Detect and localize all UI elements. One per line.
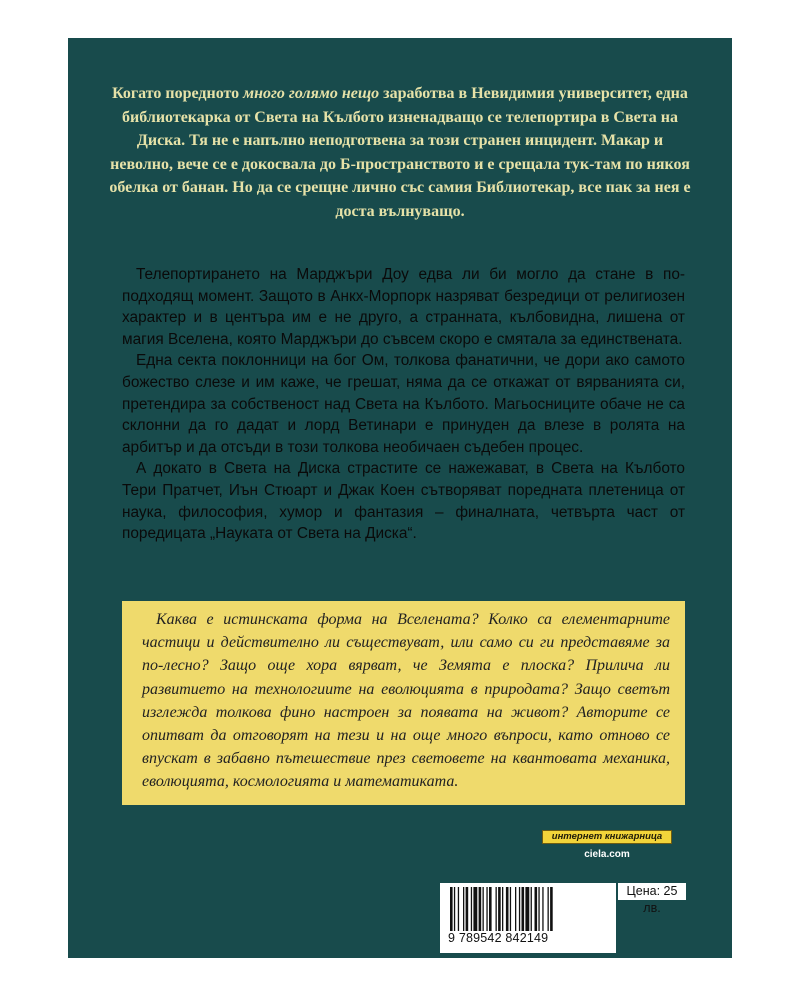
barcode-bars [448,887,608,931]
bookstore-url: ciela.com [584,849,630,860]
price-label: Цена: 25 лв. [618,883,686,900]
isbn-number: 9 789542 842149 [448,931,549,945]
questions-text: Каква е истинската форма на Вселената? Колко са елементарните частици и действително ли съществуват, или само си ги представяме за по-лесно? Защо още хора вярват, че Земята е плоска? Прилича ли развитието на технологиите на еволюцията в природата? Защо светът изглежда толкова фино настроен за появата на живот? Авторите се опитват да отговорят на тези и на още много въпроси, като отново се впускат в забавно пътешествие през световете на квантовата механика, еволюцията, космологията и математиката. [142,611,670,791]
intro-italic-phrase: много голямо нещо [243,85,380,102]
description-paragraph: Една секта поклонници на бог Ом, толкова фанатични, че дори ако самото божество слезе и им каже, че грешат, няма да се откажат от вярванията си, претендира за собственост над Света на Кълбото. Магьосниците обаче не са склонни да го дадат и лорд Ветинари е принуден да влезе в ролята на арбитър и да отсъди в този толкова необичаен съдебен процес. [122,352,685,456]
description-paragraph: А докато в Света на Диска страстите се нажежават, в Света на Кълбото Тери Пратчет, Иън Стюарт и Джак Коен сътворяват поредната плетеница от наука, философия, хумор и фантазия – финалната, четвърта част от поредицата „Науката от Света на Диска“. [122,460,685,543]
intro-blurb: Когато поредното много голямо нещо заработва в Невидимия университет, една библиотекарка от Света на Кълбото изненадващо се телепортира в Света на Диска. Тя не е напълно неподготвена за този странен инцидент. Макар и неволно, вече се е докосвала до Б-пространството и е срещала тук-там по някоя обелка от банан. Но да се срещне лично със самия Библиотекар, все пак за нея е доста вълнуващо. [109,85,691,220]
bookstore-logo [542,830,672,878]
description-paragraph: Телепортирането на Марджъри Доу едва ли би могло да стане в по-подходящ момент. Защото в Анкх-Морпорк назряват безредици от религиозен характер и в центъра им е не друго, а странната, кълбовидна, лишена от магия Вселена, която Марджъри до съвсем скоро е смятала за единствената. [122,266,685,348]
back-cover [68,38,732,958]
description [122,264,685,545]
bookstore-badge: интернет книжарница [542,830,672,844]
barcode [440,883,616,953]
questions-box [122,601,685,805]
